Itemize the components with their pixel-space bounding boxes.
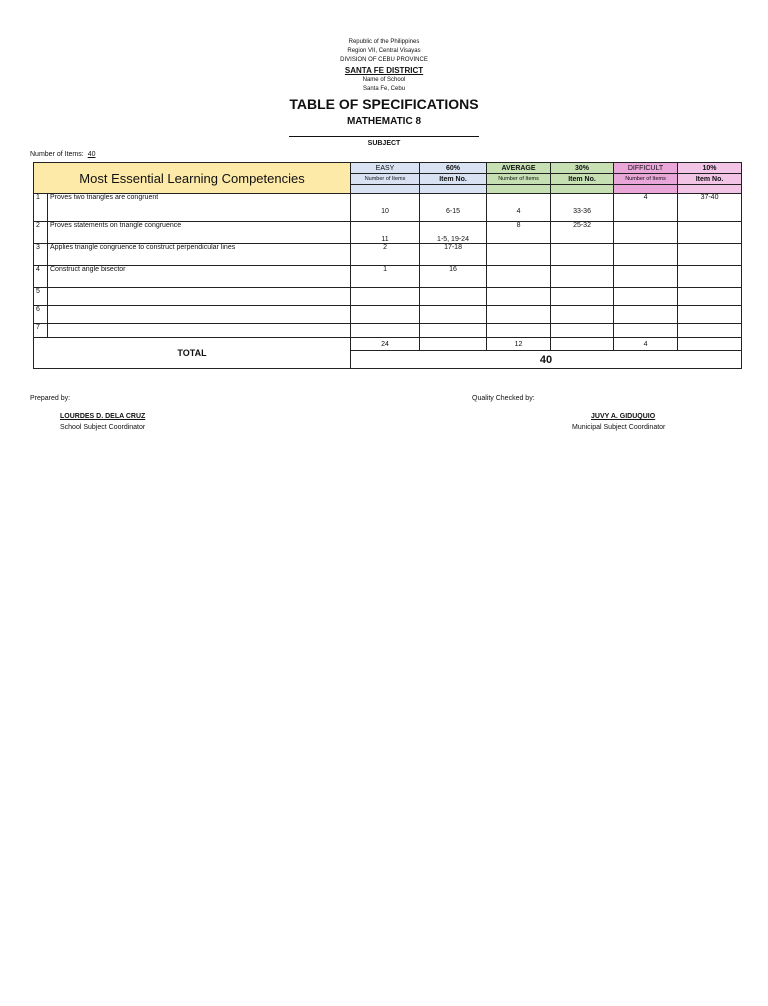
- easy-item-no-label: Item No.: [420, 174, 487, 185]
- average-items-cell: [551, 306, 614, 324]
- difficult-count-cell: [614, 288, 678, 306]
- difficult-label: DIFFICULT: [614, 163, 678, 174]
- difficult-count-cell: [614, 306, 678, 324]
- average-count-cell: [487, 306, 551, 324]
- header-district: SANTA FE DISTRICT: [344, 66, 424, 75]
- difficult-count-cell: 4: [614, 194, 678, 222]
- checked-by-title: Municipal Subject Coordinator: [572, 424, 666, 431]
- average-items-cell: [551, 288, 614, 306]
- header-row-levels: [34, 163, 742, 174]
- average-items-cell: [551, 244, 614, 266]
- difficult-items-cell: 37-40: [678, 194, 742, 222]
- row-number: 2: [34, 222, 48, 244]
- average-count-cell: 8: [487, 222, 551, 244]
- easy-count-cell: [351, 306, 420, 324]
- easy-count-cell: 1: [351, 266, 420, 288]
- average-count-cell: [487, 244, 551, 266]
- difficult-count-cell: [614, 324, 678, 338]
- easy-label: EASY: [351, 163, 420, 174]
- average-count-cell: [487, 288, 551, 306]
- easy-count-cell: 11: [351, 222, 420, 244]
- table-row: [34, 324, 742, 338]
- easy-items-cell: [420, 306, 487, 324]
- easy-items-cell: [420, 288, 487, 306]
- average-label: AVERAGE: [487, 163, 551, 174]
- totals-row: [34, 338, 742, 351]
- total-easy: 24: [351, 338, 420, 351]
- checked-by-label: Quality Checked by:: [472, 395, 535, 402]
- average-items-cell: [551, 266, 614, 288]
- total-label: TOTAL: [34, 338, 351, 369]
- difficult-items-cell: [678, 324, 742, 338]
- average-num-items-label: Number of Items: [487, 174, 551, 185]
- difficult-items-cell: [678, 306, 742, 324]
- difficult-num-items-label: Number of Items: [614, 174, 678, 185]
- row-number: 1: [34, 194, 48, 222]
- tos-table: [33, 162, 742, 369]
- subject-name: MATHEMATIC 8: [346, 116, 422, 127]
- competency-cell: Construct angle bisector: [48, 266, 351, 288]
- number-of-items: [30, 151, 99, 158]
- row-number: 6: [34, 306, 48, 324]
- easy-items-cell: 17-18: [420, 244, 487, 266]
- number-of-items-label: Number of Items:: [30, 151, 84, 158]
- table-row: [34, 244, 742, 266]
- difficult-item-no-label: Item No.: [678, 174, 742, 185]
- average-count-cell: [487, 324, 551, 338]
- average-items-cell: 33-36: [551, 194, 614, 222]
- difficult-percent: 10%: [678, 163, 742, 174]
- difficult-items-cell: [678, 288, 742, 306]
- easy-count-cell: [351, 324, 420, 338]
- easy-items-cell: 1-5, 19-24: [420, 222, 487, 244]
- difficult-items-cell: [678, 244, 742, 266]
- row-number: 3: [34, 244, 48, 266]
- header-school-label: Name of School: [362, 77, 406, 83]
- table-row: [34, 222, 742, 244]
- number-of-items-value: 40: [87, 151, 96, 158]
- grand-total: 40: [351, 351, 742, 369]
- competency-cell: Proves two triangles are congruent: [48, 194, 351, 222]
- easy-count-cell: [351, 288, 420, 306]
- row-number: 4: [34, 266, 48, 288]
- header-location: Santa Fe, Cebu: [362, 86, 406, 92]
- table-row: [34, 266, 742, 288]
- competency-cell: Applies triangle congruence to construct perpendicular lines: [48, 244, 351, 266]
- easy-items-cell: [420, 324, 487, 338]
- competency-cell: [48, 306, 351, 324]
- subject-label: SUBJECT: [367, 140, 401, 147]
- easy-num-items-label: Number of Items: [351, 174, 420, 185]
- competency-cell: [48, 288, 351, 306]
- mel-header: Most Essential Learning Competencies: [34, 163, 351, 194]
- average-items-cell: 25-32: [551, 222, 614, 244]
- easy-count-cell: 10: [351, 194, 420, 222]
- header-line-republic: Republic of the Philippines: [348, 39, 420, 45]
- competency-cell: Proves statements on triangle congruence: [48, 222, 351, 244]
- easy-items-cell: 16: [420, 266, 487, 288]
- average-count-cell: 4: [487, 194, 551, 222]
- average-count-cell: [487, 266, 551, 288]
- easy-items-cell: 6-15: [420, 194, 487, 222]
- difficult-count-cell: [614, 266, 678, 288]
- total-difficult: 4: [614, 338, 678, 351]
- row-number: 5: [34, 288, 48, 306]
- prepared-by-label: Prepared by:: [30, 395, 71, 402]
- difficult-items-cell: [678, 222, 742, 244]
- average-item-no-label: Item No.: [551, 174, 614, 185]
- average-percent: 30%: [551, 163, 614, 174]
- competency-cell: [48, 324, 351, 338]
- prepared-by-name: LOURDES D. DELA CRUZ: [60, 413, 146, 420]
- difficult-count-cell: [614, 222, 678, 244]
- header-line-region: Region VII, Central Visayas: [347, 48, 421, 54]
- header-line-division: DIVISION OF CEBU PROVINCE: [340, 57, 428, 63]
- easy-percent: 60%: [420, 163, 487, 174]
- average-items-cell: [551, 324, 614, 338]
- checked-by-name: JUVY A. GIDUQUIO: [591, 413, 656, 420]
- table-row: [34, 194, 742, 222]
- total-average: 12: [487, 338, 551, 351]
- prepared-by-title: School Subject Coordinator: [60, 424, 146, 431]
- difficult-count-cell: [614, 244, 678, 266]
- easy-count-cell: 2: [351, 244, 420, 266]
- table-row: [34, 288, 742, 306]
- page-title: TABLE OF SPECIFICATIONS: [289, 96, 479, 112]
- subject-line: [289, 136, 479, 137]
- table-row: [34, 306, 742, 324]
- row-number: 7: [34, 324, 48, 338]
- difficult-items-cell: [678, 266, 742, 288]
